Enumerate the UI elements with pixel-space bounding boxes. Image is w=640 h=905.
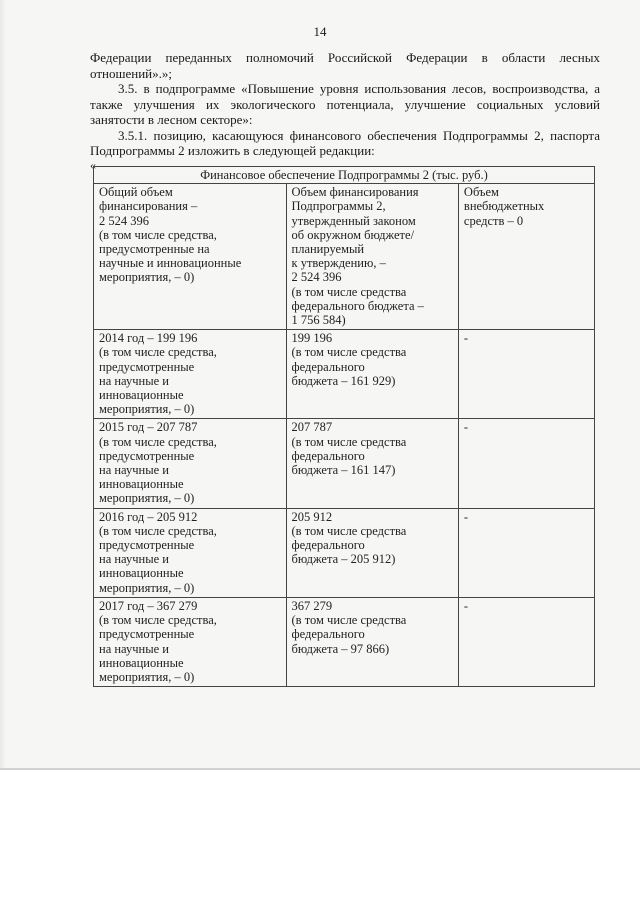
paragraph-2 xyxy=(90,81,600,128)
cell-line: федерального xyxy=(291,538,365,553)
cell-line: (в том числе средства xyxy=(291,434,407,449)
year-offbudget-cell: - xyxy=(458,419,594,508)
cell-line: (в том числе средства, xyxy=(99,523,217,538)
cell-line: (в том числе средства, xyxy=(99,613,217,628)
cell-line: мероприятия, – 0) xyxy=(99,270,195,285)
paragraph-2-line: 3.5. в подпрограмме «Повышение уровня использования лесов, xyxy=(118,81,487,96)
year-budget-cell xyxy=(286,330,458,419)
cell-line: Объем финансирования xyxy=(291,185,419,200)
summary-budget-cell xyxy=(286,184,458,330)
cell-line: Подпрограммы 2, xyxy=(291,199,386,214)
cell-line: (в том числе средства xyxy=(291,523,407,538)
cell-line: предусмотренные xyxy=(99,359,195,374)
cell-line: на научные и xyxy=(99,463,169,478)
cell-line: научные и инновационные xyxy=(99,256,242,271)
cell-line: федерального xyxy=(291,448,365,463)
paragraph-2-line: воспроизводства, а также улучшения их экологического потенциала, улучшение xyxy=(90,81,601,112)
paragraph-3 xyxy=(90,128,600,159)
table-row xyxy=(94,330,595,419)
cell-line: Объем xyxy=(463,185,499,200)
cell-line: инновационные xyxy=(99,388,184,403)
cell-line: 1 756 584) xyxy=(291,313,346,328)
summary-total-cell xyxy=(94,184,287,330)
cell-line: 2017 год – 367 279 xyxy=(99,598,198,613)
cell-line: финансирования – xyxy=(99,199,198,214)
cell-line: планируемый xyxy=(291,242,365,257)
cell-line: об окружном бюджете/ xyxy=(291,227,415,242)
cell-line: мероприятия, – 0) xyxy=(99,580,195,595)
paragraph-2-line: социальных условий занятости в лесном секторе»: xyxy=(90,96,600,127)
year-total-cell xyxy=(94,597,287,686)
summary-offbudget-cell xyxy=(458,184,594,330)
cell-line: 2015 год – 207 787 xyxy=(99,420,198,435)
year-total-cell xyxy=(94,508,287,597)
cell-line: 2014 год – 199 196 xyxy=(99,331,198,346)
cell-line: на научные и xyxy=(99,641,169,656)
year-offbudget-cell: - xyxy=(458,330,594,419)
year-budget-cell xyxy=(286,597,458,686)
document-body xyxy=(90,50,600,170)
cell-line: 2 524 396 xyxy=(291,270,342,285)
table-header-row xyxy=(94,167,595,184)
table-row xyxy=(94,508,595,597)
cell-line: (в том числе средства, xyxy=(99,434,217,449)
cell-line: федерального xyxy=(291,627,365,642)
opening-quote: « xyxy=(90,157,96,172)
year-budget-cell xyxy=(286,508,458,597)
cell-line: утвержденный законом xyxy=(291,213,416,228)
paragraph-1-line: отношений».»; xyxy=(90,65,172,81)
year-total-cell xyxy=(94,419,287,508)
cell-line: Общий объем xyxy=(99,185,173,200)
cell-line: мероприятия, – 0) xyxy=(99,669,195,684)
cell-line: предусмотренные xyxy=(99,448,195,463)
paragraph-3-line: паспорта Подпрограммы 2 изложить в следующей редакции: xyxy=(90,127,601,158)
cell-line: федерального xyxy=(291,359,365,374)
paragraph-3-line: 3.5.1. позицию, касающуюся финансового обеспечения Подпрограммы 2, xyxy=(118,127,544,143)
summary-row xyxy=(94,184,595,330)
cell-line: предусмотренные на xyxy=(99,242,210,257)
cell-line: на научные и xyxy=(99,373,169,388)
cell-line: 199 196 xyxy=(291,331,333,346)
cell-line: внебюджетных xyxy=(463,199,545,214)
cell-line: 2016 год – 205 912 xyxy=(99,509,198,524)
cell-line: (в том числе средства, xyxy=(99,345,217,360)
cell-line: (в том числе средства xyxy=(291,613,407,628)
cell-line: 205 912 xyxy=(291,509,333,524)
cell-line: мероприятия, – 0) xyxy=(99,402,195,417)
cell-line: 367 279 xyxy=(291,598,333,613)
cell-line: на научные и xyxy=(99,552,169,567)
table-row xyxy=(94,419,595,508)
cell-line: 207 787 xyxy=(291,420,333,435)
page-number: 14 xyxy=(313,24,327,39)
paragraph-1 xyxy=(90,50,600,81)
cell-line: предусмотренные xyxy=(99,627,195,642)
cell-line: инновационные xyxy=(99,566,184,581)
table-row xyxy=(94,597,595,686)
year-total-cell xyxy=(94,330,287,419)
cell-line: инновационные xyxy=(99,477,184,492)
year-offbudget-cell: - xyxy=(458,597,594,686)
cell-line: бюджета – 161 929) xyxy=(291,373,396,388)
cell-line: инновационные xyxy=(99,655,184,670)
table-header: Финансовое обеспечение Подпрограммы 2 (тыс. руб.) xyxy=(94,167,595,184)
cell-line: 2 524 396 xyxy=(99,213,149,228)
cell-line: средств – 0 xyxy=(463,213,524,228)
cell-line: (в том числе средства xyxy=(291,345,407,360)
cell-line: бюджета – 205 912) xyxy=(291,552,396,567)
cell-line: бюджета – 161 147) xyxy=(291,463,396,478)
cell-line: (в том числе средства, xyxy=(99,227,217,242)
cell-line: федерального бюджета – xyxy=(291,298,424,313)
cell-line: бюджета – 97 866) xyxy=(291,641,390,656)
paragraph-1-line: Федерации переданных полномочий Российской Федерации в области лесных xyxy=(90,50,600,65)
year-budget-cell xyxy=(286,419,458,508)
financing-table xyxy=(93,166,595,687)
cell-line: (в том числе средства xyxy=(291,284,407,299)
year-offbudget-cell: - xyxy=(458,508,594,597)
cell-line: предусмотренные xyxy=(99,538,195,553)
cell-line: мероприятия, – 0) xyxy=(99,491,195,506)
cell-line: к утверждению, – xyxy=(291,256,386,271)
scan-edge-shadow xyxy=(0,0,6,768)
